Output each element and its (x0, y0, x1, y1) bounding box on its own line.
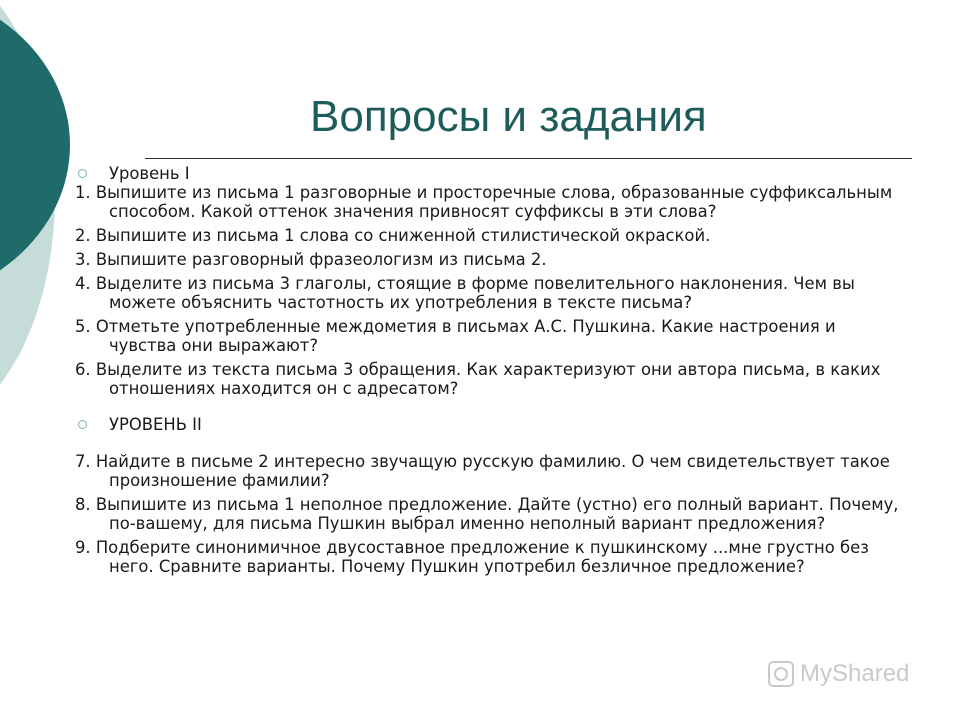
level-2-heading (75, 415, 905, 434)
question-2: 2. Выпишите из письма 1 слова со сниженной стилистической окраской. (75, 226, 711, 245)
question-8: 8. Выпишите из письма 1 неполное предложение. Дайте (устно) его полный вариант. Почему, по-вашему, для письма Пушкин выбрал именно неполный вариант предложения? (75, 495, 899, 533)
question-7: 7. Найдите в письме 2 интересно звучащую русскую фамилию. О чем свидетельствует такое произношение фамилии? (75, 452, 890, 490)
question-4: 4. Выделите из письма 3 глаголы, стоящие в форме повелительного наклонения. Чем вы можете объяснить частотность их употребления в тексте письма? (75, 274, 855, 312)
question-3: 3. Выпишите разговорный фразеологизм из письма 2. (75, 250, 547, 269)
myshared-logo-icon (768, 661, 794, 687)
level-1-label: Уровень I (109, 164, 190, 183)
question-5: 5. Отметьте употребленные междометия в письмах А.С. Пушкина. Какие настроения и чувства они выражают? (75, 317, 836, 355)
level-2-label: УРОВЕНЬ II (109, 415, 202, 434)
question-1: 1. Выпишите из письма 1 разговорные и просторечные слова, образованные суффиксальным способом. Какой оттенок значения привносят суффиксы в эти слова? (75, 183, 893, 221)
spacer (75, 434, 905, 452)
myshared-watermark (768, 660, 909, 688)
level-1-heading (75, 164, 905, 183)
circle-bullet-icon (78, 169, 87, 178)
spacer (75, 403, 905, 415)
question-9: 9. Подберите синонимичное двусоставное предложение к пушкинскому ...мне грустно без него. Сравните варианты. Почему Пушкин употребил безличное предложение? (75, 538, 869, 576)
watermark-text: MyShared (800, 660, 910, 687)
question-6: 6. Выделите из текста письма 3 обращения. Как характеризуют они автора письма, в каких отношениях находится он с адресатом? (75, 360, 881, 398)
slide-title: Вопросы и задания (310, 92, 707, 141)
title-divider (145, 158, 912, 159)
circle-bullet-icon (78, 420, 87, 429)
slide-content (75, 164, 905, 581)
